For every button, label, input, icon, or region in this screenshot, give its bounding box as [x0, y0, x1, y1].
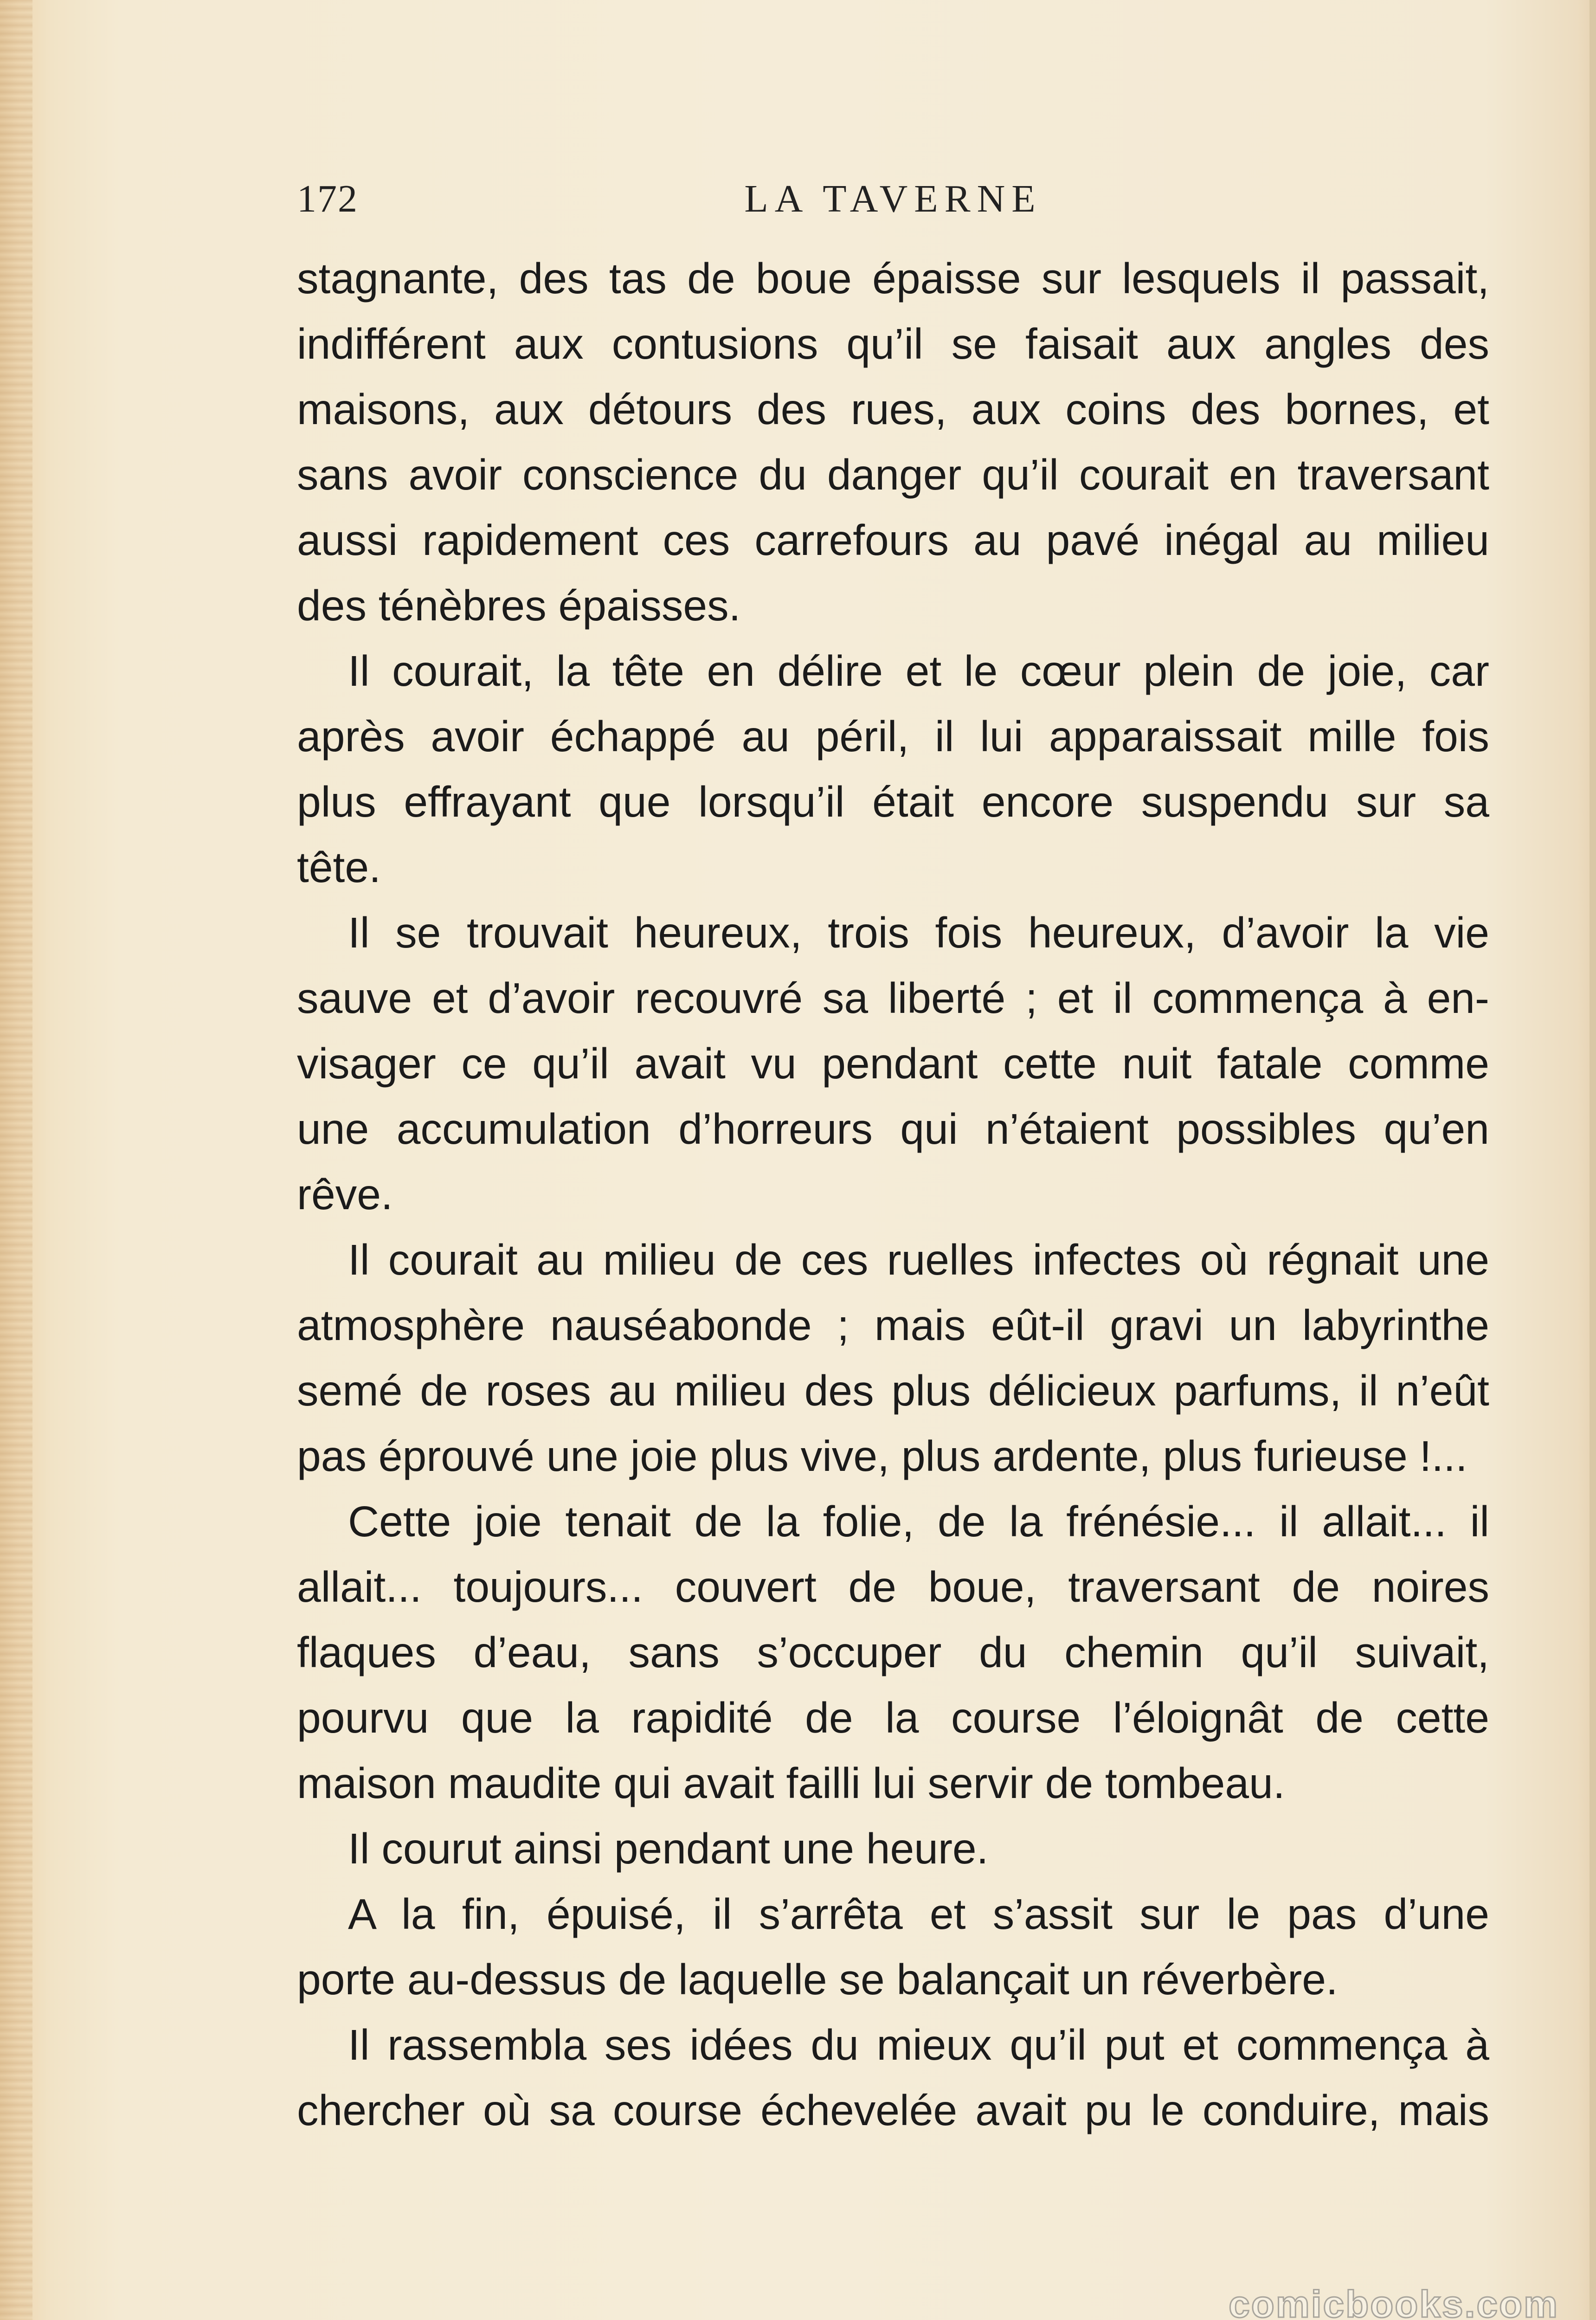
- text-line: porte au-dessus de laquelle se balançait un réverbère.: [297, 1955, 1338, 2004]
- text-line: Il rassembla ses idées du mieux qu’il put et commença à: [348, 2021, 1489, 2069]
- text-line: tête.: [297, 843, 381, 891]
- text-line: pourvu que la rapidité de la course l’éloignât de cette: [297, 1694, 1489, 1742]
- text-line: flaques d’eau, sans s’occuper du chemin qu’il suivait,: [297, 1628, 1489, 1676]
- text-line: sauve et d’avoir recouvré sa liberté ; et il commença à en-: [297, 974, 1489, 1022]
- page-number: 172: [297, 177, 358, 220]
- text-line: visager ce qu’il avait vu pendant cette nuit fatale comme: [297, 1039, 1489, 1088]
- text-line: Il courait au milieu de ces ruelles infectes où régnait une: [348, 1236, 1489, 1284]
- text-line: sans avoir conscience du danger qu’il courait en traversant: [297, 451, 1489, 499]
- text-line: rêve.: [297, 1170, 393, 1218]
- text-line: atmosphère nauséabonde ; mais eût-il gravi un labyrinthe: [297, 1301, 1489, 1349]
- text-line: Il courut ainsi pendant une heure.: [348, 1824, 989, 1873]
- body-text: [297, 246, 1489, 2143]
- running-header: [297, 176, 1489, 232]
- text-line: maison maudite qui avait failli lui servir de tombeau.: [297, 1759, 1285, 1807]
- page-stack-edge: [0, 0, 32, 2320]
- text-line: A la fin, épuisé, il s’arrêta et s’assit sur le pas d’une: [348, 1890, 1489, 1938]
- text-line: Cette joie tenait de la folie, de la frénésie... il allait... il: [348, 1497, 1489, 1546]
- text-line: Il courait, la tête en délire et le cœur plein de joie, car: [348, 647, 1489, 695]
- text-line: indifférent aux contusions qu’il se faisait aux angles des: [297, 320, 1489, 368]
- text-line: stagnante, des tas de boue épaisse sur lesquels il passait,: [297, 254, 1489, 303]
- page-gutter-edge: [1590, 0, 1596, 2320]
- text-line: Il se trouvait heureux, trois fois heureux, d’avoir la vie: [348, 909, 1489, 957]
- watermark: comicbooks.com: [1229, 2283, 1559, 2320]
- text-line: maisons, aux détours des rues, aux coins des bornes, et: [297, 385, 1489, 433]
- text-line: aussi rapidement ces carrefours au pavé inégal au milieu: [297, 516, 1489, 564]
- running-title: LA TAVERNE: [744, 177, 1042, 220]
- text-line: allait... toujours... couvert de boue, traversant de noires: [297, 1563, 1489, 1611]
- text-line: après avoir échappé au péril, il lui apparaissait mille fois: [297, 712, 1489, 760]
- text-line: des ténèbres épaisses.: [297, 581, 741, 630]
- text-line: une accumulation d’horreurs qui n’étaient possibles qu’en: [297, 1105, 1489, 1153]
- text-line: semé de roses au milieu des plus délicieux parfums, il n’eût: [297, 1366, 1489, 1415]
- text-line: plus effrayant que lorsqu’il était encore suspendu sur sa: [297, 778, 1489, 826]
- text-line: pas éprouvé une joie plus vive, plus ardente, plus furieuse !...: [297, 1432, 1467, 1480]
- text-line: chercher où sa course échevelée avait pu le conduire, mais: [297, 2086, 1489, 2134]
